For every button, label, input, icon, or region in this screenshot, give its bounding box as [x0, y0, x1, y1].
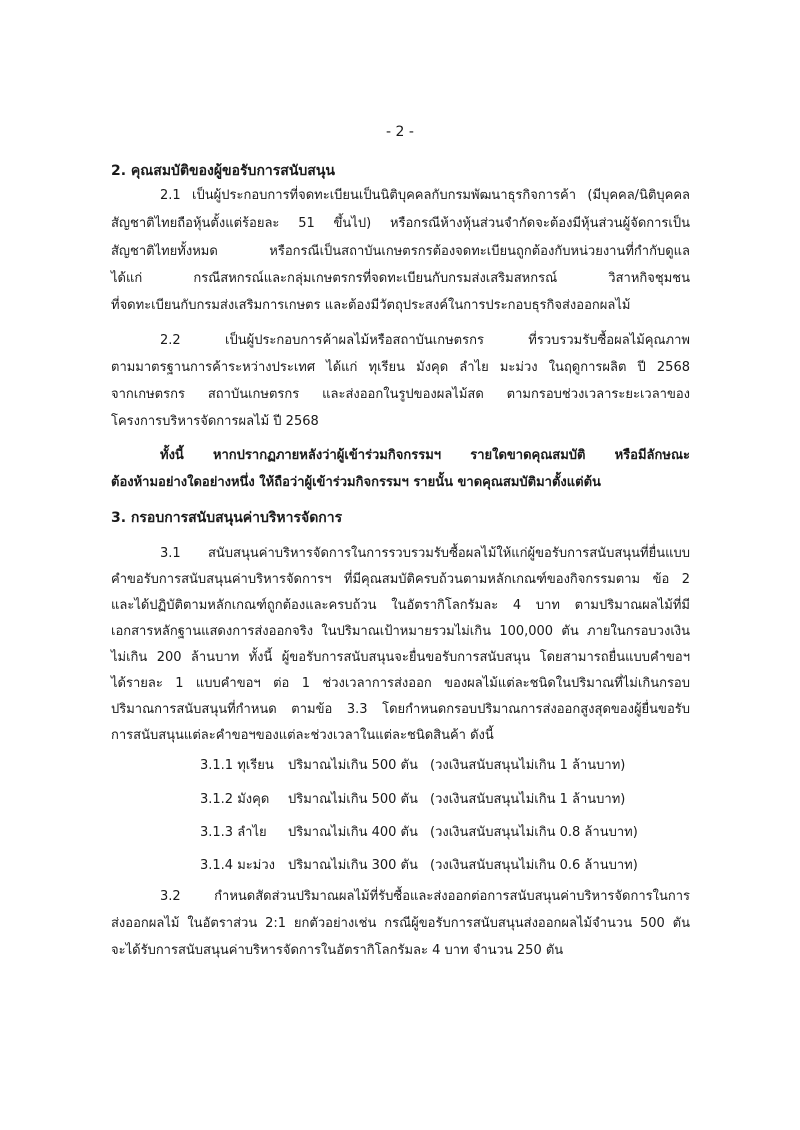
quota-amount: ปริมาณไม่เกิน 300 ตัน [288, 858, 418, 873]
quota-row-durian [200, 754, 625, 775]
quota-budget: (วงเงินสนับสนุนไม่เกิน 1 ล้านบาท) [430, 792, 626, 807]
paragraph-2-2-line: โครงการบริหารจัดการผลไม้ ปี 2568 [111, 414, 319, 429]
quota-amount: ปริมาณไม่เกิน 500 ตัน [288, 758, 418, 773]
paragraph-2-1-line: สัญชาติไทยถือหุ้นตั้งแต่ร้อยละ 51 ขึ้นไป) หรือกรณีห้างหุ้นส่วนจำกัดจะต้องมีหุ้นส่วนผู้จัดการเป็น [111, 216, 690, 231]
paragraph-2-1-line: ได้แก่ กรณีสหกรณ์และกลุ่มเกษตรกรที่จดทะเบียนกับกรมส่งเสริมสหกรณ์ วิสาหกิจชุมชน [111, 271, 690, 286]
paragraph-2-1-line: ที่จดทะเบียนกับกรมส่งเสริมการเกษตร และต้องมีวัตถุประสงค์ในการประกอบธุรกิจส่งออกผลไม้ [111, 298, 631, 313]
paragraph-2-2-line: ตามมาตรฐานการค้าระหว่างประเทศ ได้แก่ ทุเรียน มังคุด ลำไย มะม่วง ในฤดูการผลิต ปี 2568 [111, 360, 690, 375]
quota-item: 3.1.2 มังคุด [200, 792, 270, 807]
paragraph-3-2-line: 3.2 กำหนดสัดส่วนปริมาณผลไม้ที่รับซื้อและส่งออกต่อการสนับสนุนค่าบริหารจัดการในการ [160, 889, 690, 904]
section-3-heading: 3. กรอบการสนับสนุนค่าบริหารจัดการ [111, 510, 343, 526]
paragraph-3-1-line: 3.1 สนับสนุนค่าบริหารจัดการในการรวบรวมรับซื้อผลไม้ให้แก่ผู้ขอรับการสนับสนุนที่ยื่นแบบ [160, 546, 690, 561]
quota-amount: ปริมาณไม่เกิน 500 ตัน [288, 792, 418, 807]
disqualification-note-line: ทั้งนี้ หากปรากฏภายหลังว่าผู้เข้าร่วมกิจกรรมฯ รายใดขาดคุณสมบัติ หรือมีลักษณะ [160, 448, 690, 463]
paragraph-3-1-line: ได้รายละ 1 แบบคำขอฯ ต่อ 1 ช่วงเวลาการส่งออก ของผลไม้แต่ละชนิดในปริมาณที่ไม่เกินกรอบ [111, 676, 690, 691]
quota-item: 3.1.3 ลำไย [200, 825, 267, 840]
paragraph-3-1-line: ปริมาณการสนับสนุนที่กำหนด ตามข้อ 3.3 โดยกำหนดกรอบปริมาณการส่งออกสูงสุดของผู้ยื่นขอรับ [111, 702, 690, 717]
paragraph-2-1-line: สัญชาติไทยทั้งหมด หรือกรณีเป็นสถาบันเกษตรกรต้องจดทะเบียนถูกต้องกับหน่วยงานที่กำกับดูแล [111, 244, 690, 259]
quota-row-mangosteen [200, 788, 625, 809]
paragraph-3-1-line: และได้ปฏิบัติตามหลักเกณฑ์ถูกต้องและครบถ้วน ในอัตรากิโลกรัมละ 4 บาท ตามปริมาณผลไม้ที่มี [111, 598, 690, 613]
page-number: - 2 - [386, 124, 414, 140]
paragraph-3-1-line: การสนับสนุนแต่ละคำขอฯของแต่ละช่วงเวลาในแต่ละชนิดสินค้า ดังนี้ [111, 728, 494, 743]
paragraph-3-1-line: คำขอรับการสนับสนุนค่าบริหารจัดการฯ ที่มีคุณสมบัติครบถ้วนตามหลักเกณฑ์ของกิจกรรมตาม ข้อ 2 [111, 572, 690, 587]
paragraph-3-1-line: เอกสารหลักฐานแสดงการส่งออกจริง ในปริมาณเป้าหมายรวมไม่เกิน 100,000 ตัน ภายในกรอบวงเงิน [111, 624, 690, 639]
quota-row-mango [200, 854, 638, 875]
quota-budget: (วงเงินสนับสนุนไม่เกิน 0.6 ล้านบาท) [430, 858, 638, 873]
paragraph-3-2-line: ส่งออกผลไม้ ในอัตราส่วน 2:1 ยกตัวอย่างเช่น กรณีผู้ขอรับการสนับสนุนส่งออกผลไม้จำนวน 500 ตัน [111, 916, 690, 931]
paragraph-3-2-line: จะได้รับการสนับสนุนค่าบริหารจัดการในอัตรากิโลกรัมละ 4 บาท จำนวน 250 ตัน [111, 943, 564, 958]
paragraph-3-1-line: ไม่เกิน 200 ล้านบาท ทั้งนี้ ผู้ขอรับการสนับสนุนจะยื่นขอรับการสนับสนุน โดยสามารถยื่นแบบคำขอฯ [111, 650, 690, 665]
section-2-heading: 2. คุณสมบัติของผู้ขอรับการสนับสนุน [111, 163, 335, 179]
quota-amount: ปริมาณไม่เกิน 400 ตัน [288, 825, 418, 840]
paragraph-2-1-line: 2.1 เป็นผู้ประกอบการที่จดทะเบียนเป็นนิติบุคคลกับกรมพัฒนาธุรกิจการค้า (มีบุคคล/นิติบุคคล [160, 188, 690, 203]
quota-item: 3.1.1 ทุเรียน [200, 758, 274, 773]
paragraph-2-2-line: จากเกษตรกร สถาบันเกษตรกร และส่งออกในรูปของผลไม้สด ตามกรอบช่วงเวลาระยะเวลาของ [111, 387, 690, 402]
paragraph-2-2-line: 2.2 เป็นผู้ประกอบการค้าผลไม้หรือสถาบันเกษตรกร ที่รวบรวมรับซื้อผลไม้คุณภาพ [160, 333, 690, 348]
quota-budget: (วงเงินสนับสนุนไม่เกิน 0.8 ล้านบาท) [430, 825, 638, 840]
quota-budget: (วงเงินสนับสนุนไม่เกิน 1 ล้านบาท) [430, 758, 626, 773]
disqualification-note-line: ต้องห้ามอย่างใดอย่างหนึ่ง ให้ถือว่าผู้เข้าร่วมกิจกรรมฯ รายนั้น ขาดคุณสมบัติมาตั้งแต่ต้น [111, 475, 601, 490]
quota-item: 3.1.4 มะม่วง [200, 858, 275, 873]
quota-row-longan [200, 821, 638, 842]
